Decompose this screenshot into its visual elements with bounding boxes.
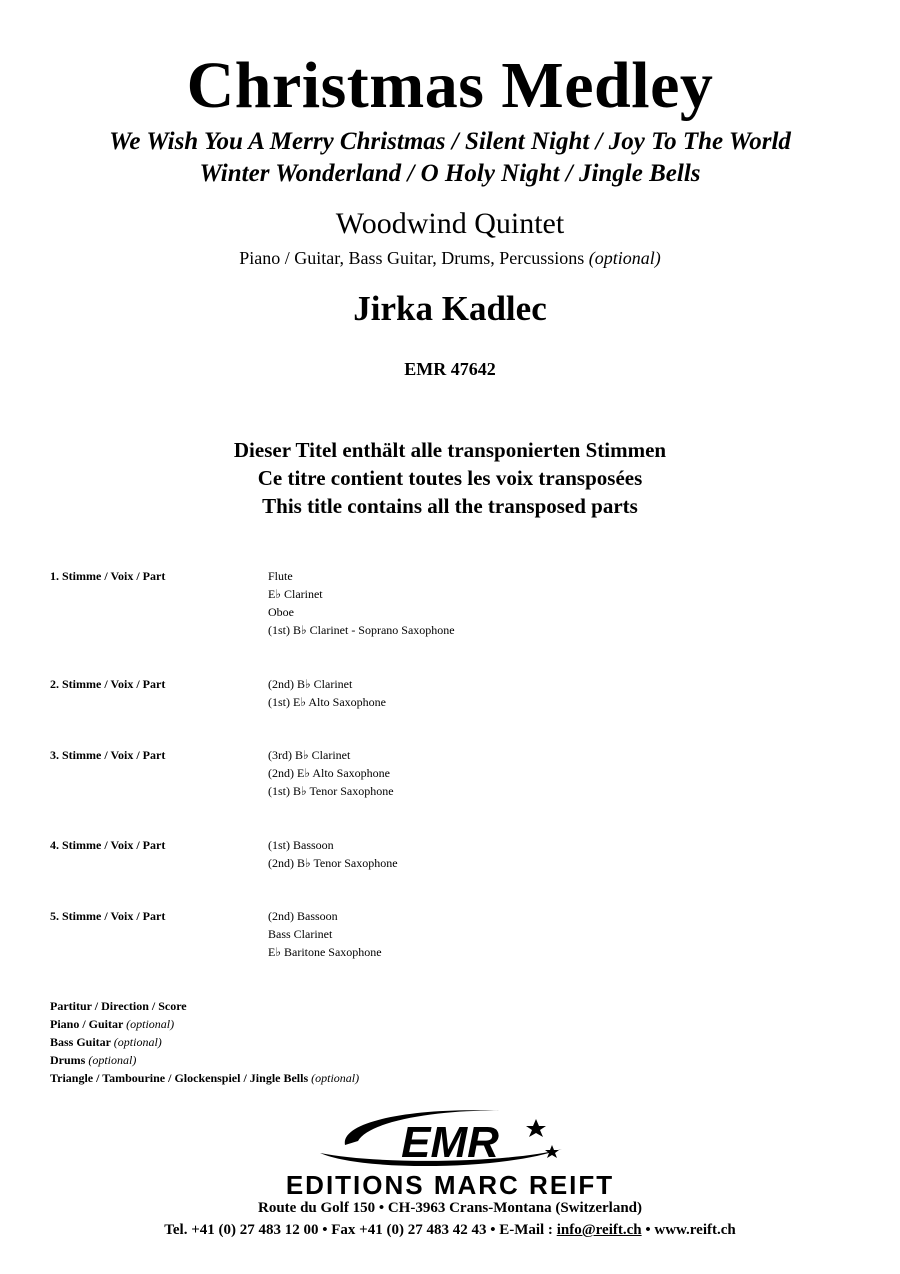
extra-name: Partitur / Direction / Score <box>50 999 187 1013</box>
emr-logo <box>300 1105 600 1175</box>
extra-item-bass-guitar <box>50 1033 359 1051</box>
star-icon <box>526 1119 546 1137</box>
composer-name: Jirka Kadlec <box>353 289 547 328</box>
contact-phone-fax: Tel. +41 (0) 27 483 12 00 • Fax +41 (0) 27 483 42 43 • E-Mail : <box>164 1222 557 1238</box>
instrument-item: (2nd) B♭ Clarinet <box>268 677 353 691</box>
instrument-item: Flute <box>268 569 293 583</box>
extra-note: (optional) <box>311 1071 360 1085</box>
extra-note: (optional) <box>113 1035 162 1049</box>
notice-french: Ce titre contient toutes les voix transposées <box>257 466 643 490</box>
instrument-item: (2nd) B♭ Tenor Saxophone <box>268 856 398 870</box>
instrument-item: (2nd) Bassoon <box>268 909 338 923</box>
part-instruments <box>268 675 386 711</box>
publisher-name: EDITIONS MARC REIFT <box>285 1170 615 1200</box>
logo-text: EMR <box>401 1118 499 1167</box>
instrument-item: (1st) E♭ Alto Saxophone <box>268 695 386 709</box>
optional-note: (optional) <box>588 248 661 268</box>
extra-item-piano-guitar <box>50 1015 359 1033</box>
instrumentation-line <box>0 246 900 270</box>
song-list-line-2: Winter Wonderland / O Holy Night / Jingle Bells <box>199 160 701 187</box>
part-instruments <box>268 746 394 800</box>
instrumentation-text: Piano / Guitar, Bass Guitar, Drums, Percussions <box>239 248 585 268</box>
instrument-item: Bass Clarinet <box>268 927 333 941</box>
page-title: Christmas Medley <box>186 49 714 122</box>
email-link[interactable]: info@reift.ch <box>556 1222 642 1238</box>
part-instruments <box>268 567 455 639</box>
instrument-item: (3rd) B♭ Clarinet <box>268 748 351 762</box>
instrument-item: (2nd) E♭ Alto Saxophone <box>268 766 390 780</box>
catalog-number: EMR 47642 <box>404 359 496 379</box>
publisher-contact <box>0 1220 900 1240</box>
extra-name: Triangle / Tambourine / Glockenspiel / Jingle Bells <box>50 1071 309 1085</box>
instrument-item: E♭ Baritone Saxophone <box>268 945 382 959</box>
extra-item-drums <box>50 1051 359 1069</box>
extra-name: Bass Guitar <box>50 1035 111 1049</box>
song-list-line-1: We Wish You A Merry Christmas / Silent Night / Joy To The World <box>109 128 791 155</box>
extra-item-score <box>50 997 359 1015</box>
part-instruments <box>268 907 382 961</box>
instrument-item: Oboe <box>268 605 294 619</box>
part-label: 4. Stimme / Voix / Part <box>50 838 166 852</box>
extra-note: (optional) <box>88 1053 137 1067</box>
extra-note: (optional) <box>126 1017 175 1031</box>
part-instruments <box>268 836 398 872</box>
instrument-item: (1st) Bassoon <box>268 838 334 852</box>
instrument-item: E♭ Clarinet <box>268 587 323 601</box>
part-label: 1. Stimme / Voix / Part <box>50 569 166 583</box>
notice-english: This title contains all the transposed parts <box>262 494 638 518</box>
notice-german: Dieser Titel enthält alle transponierten Stimmen <box>233 438 667 462</box>
extra-item-percussion <box>50 1069 359 1087</box>
star-icon <box>545 1145 559 1158</box>
instrument-item: (1st) B♭ Tenor Saxophone <box>268 784 394 798</box>
publisher-address: Route du Golf 150 • CH-3963 Crans-Montana (Switzerland) <box>258 1200 642 1216</box>
instrument-item: (1st) B♭ Clarinet - Soprano Saxophone <box>268 623 455 637</box>
part-label: 5. Stimme / Voix / Part <box>50 909 166 923</box>
additional-parts <box>50 997 359 1087</box>
extra-name: Drums <box>50 1053 86 1067</box>
ensemble-name: Woodwind Quintet <box>335 207 565 240</box>
part-label: 3. Stimme / Voix / Part <box>50 748 166 762</box>
website-text: • www.reift.ch <box>641 1222 736 1238</box>
extra-name: Piano / Guitar <box>50 1017 124 1031</box>
part-label: 2. Stimme / Voix / Part <box>50 677 166 691</box>
